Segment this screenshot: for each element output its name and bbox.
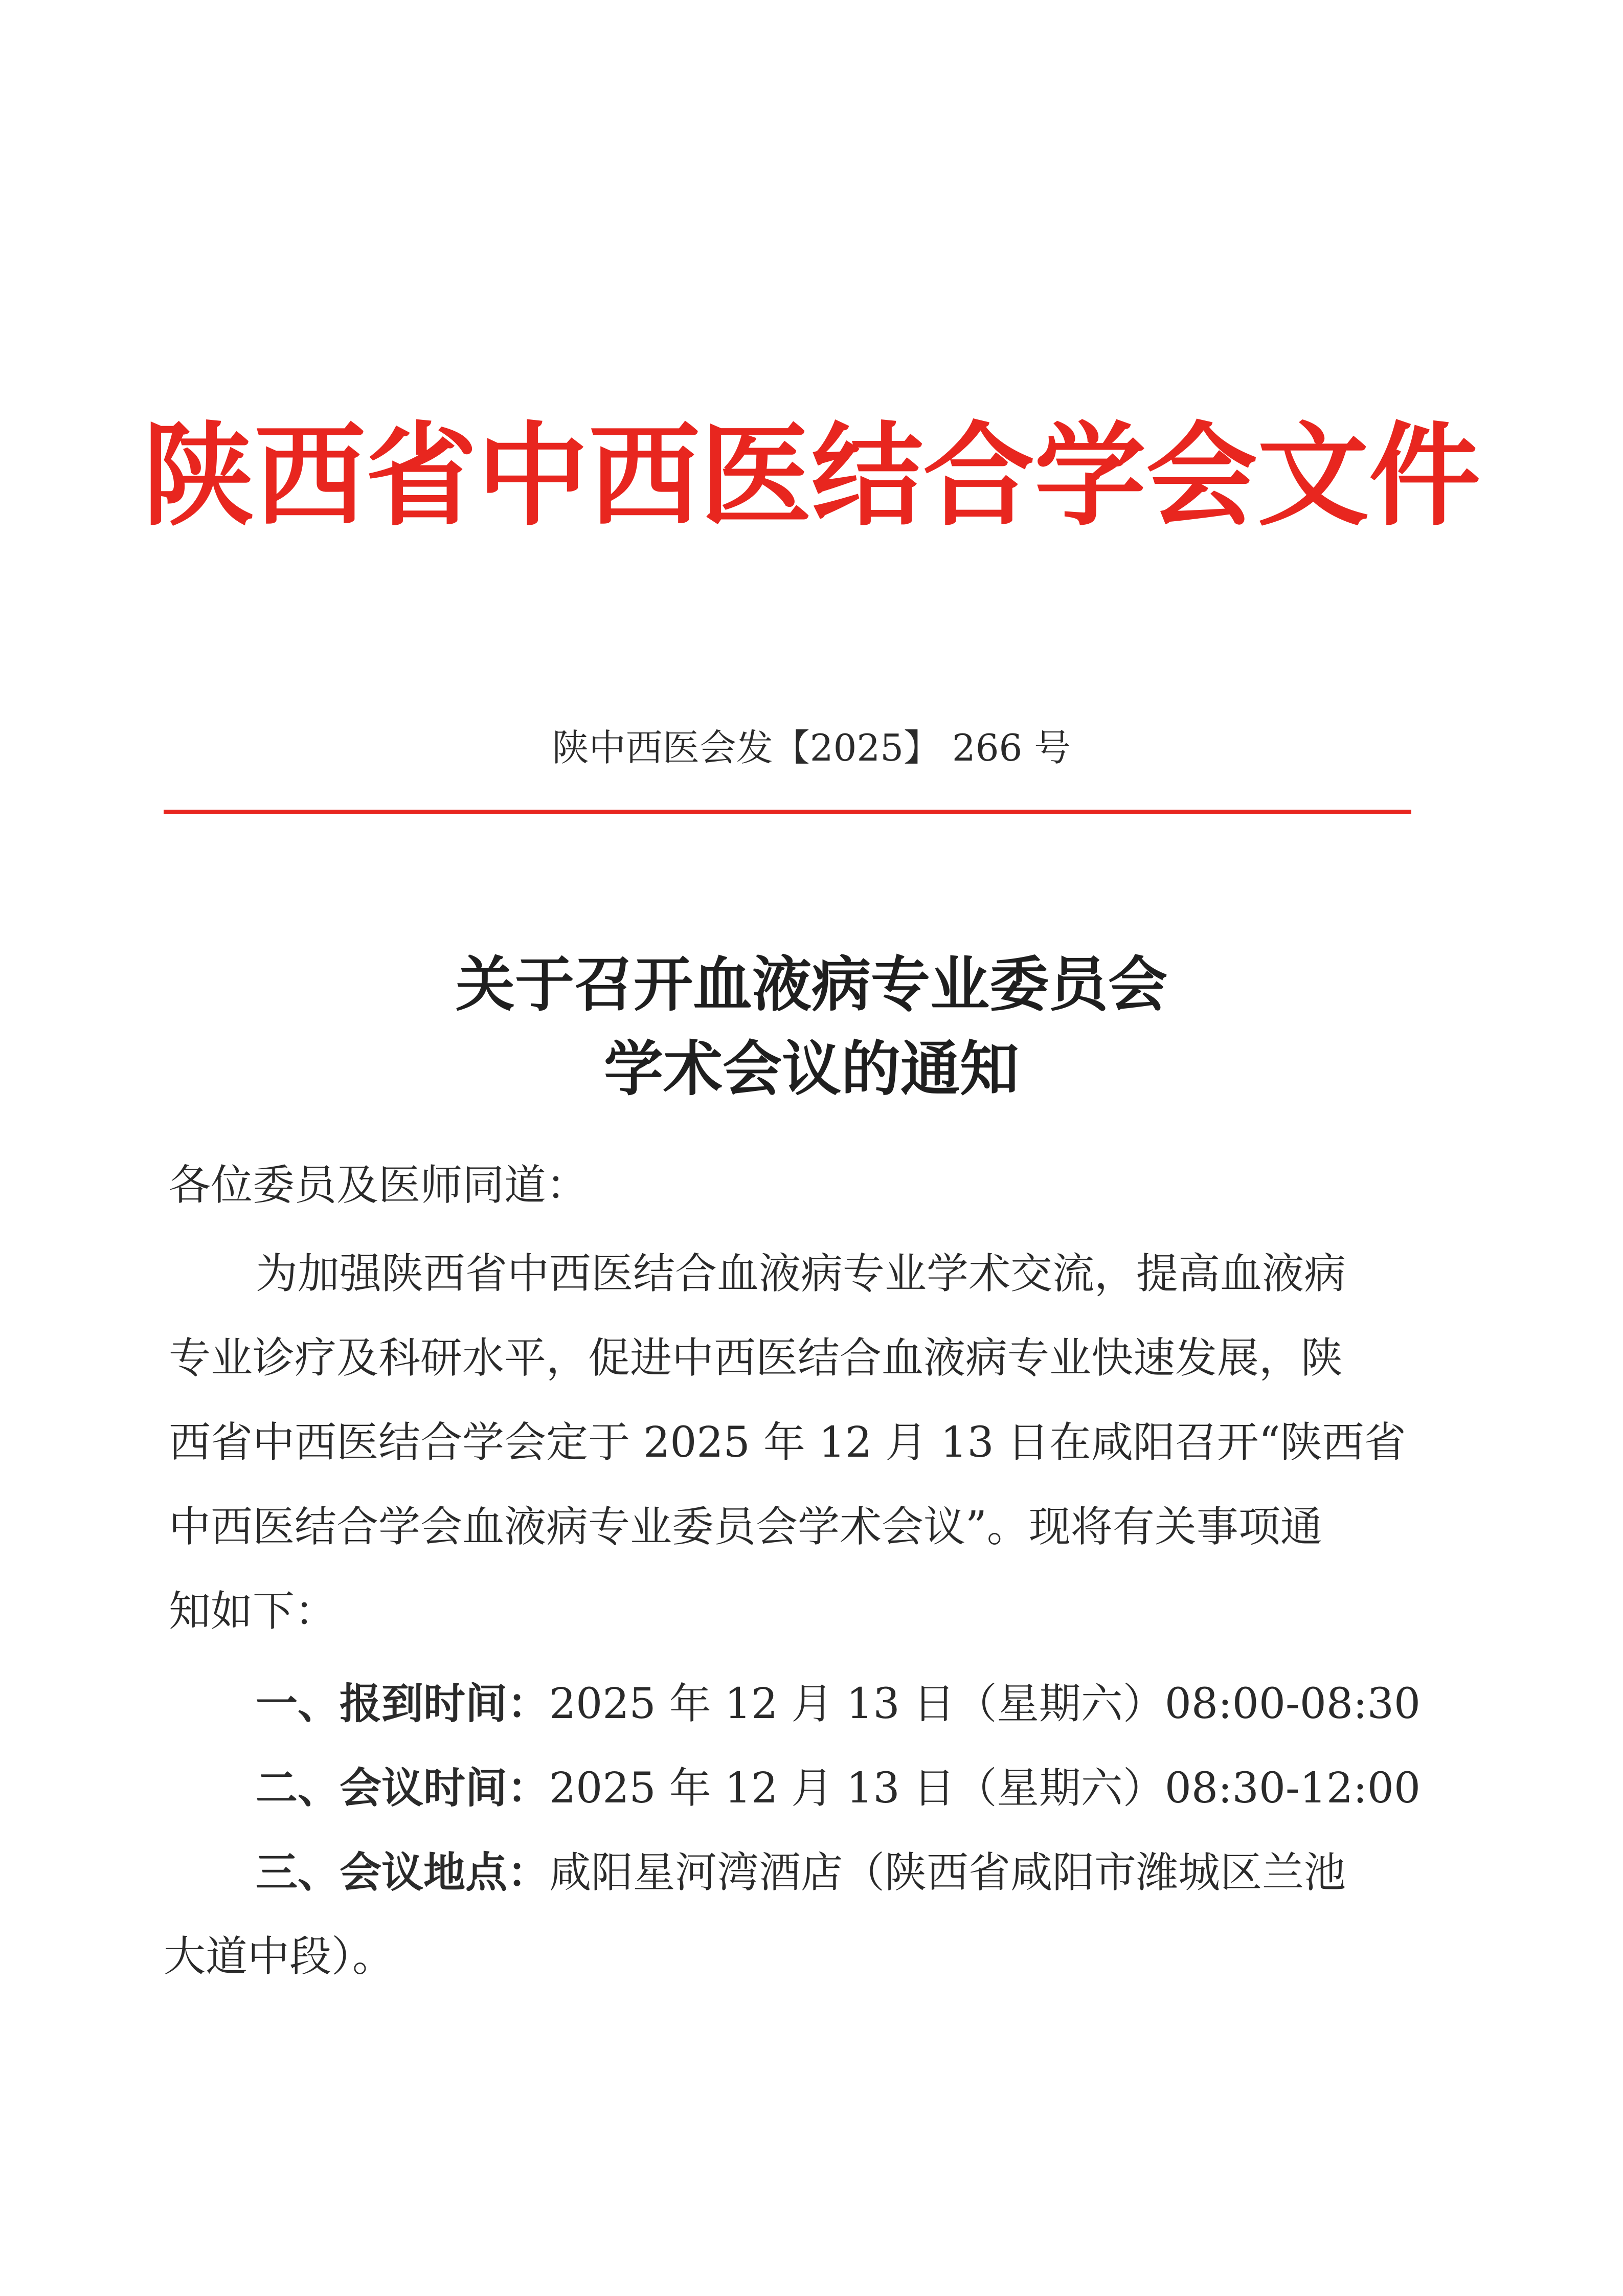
paragraph-line: 为加强陕西省中西医结合血液病专业学术交流，提高血液病 xyxy=(256,1250,1346,1298)
red-divider-line xyxy=(164,810,1411,814)
paragraph-line: 专业诊疗及科研水平，促进中西医结合血液病专业快速发展，陕 xyxy=(169,1334,1343,1383)
item-meeting-time xyxy=(256,1760,1421,1817)
item-location-continuation: 大道中段）。 xyxy=(164,1932,395,1981)
item-checkin-time xyxy=(256,1676,1421,1732)
item-value: 2025 年 12 月 13 日（星期六）08:30-12:00 xyxy=(549,1764,1421,1813)
paragraph-line: 中西医结合学会血液病专业委员会学术会议”。现将有关事项通 xyxy=(169,1503,1322,1551)
salutation: 各位委员及医师同道： xyxy=(169,1161,589,1210)
item-meeting-location xyxy=(256,1844,1346,1901)
item-label: 一、报到时间： xyxy=(256,1679,550,1728)
document-number: 陕中西医会发【2025】 266 号 xyxy=(552,726,1071,769)
item-value: 2025 年 12 月 13 日（星期六）08:00-08:30 xyxy=(549,1680,1421,1728)
item-value: 咸阳星河湾酒店（陕西省咸阳市潍城区兰池 xyxy=(549,1848,1346,1897)
notice-title-line-2: 学术会议的通知 xyxy=(604,1034,1019,1104)
item-label: 二、会议时间： xyxy=(256,1764,550,1813)
paragraph-line: 西省中西医结合学会定于 2025 年 12 月 13 日在咸阳召开“陕西省 xyxy=(169,1418,1406,1467)
paragraph-line: 知如下： xyxy=(169,1587,337,1636)
org-header-title: 陕西省中西医结合学会文件 xyxy=(143,410,1480,541)
notice-title-line-1: 关于召开血液病专业委员会 xyxy=(456,950,1167,1019)
item-label: 三、会议地点： xyxy=(256,1848,550,1897)
